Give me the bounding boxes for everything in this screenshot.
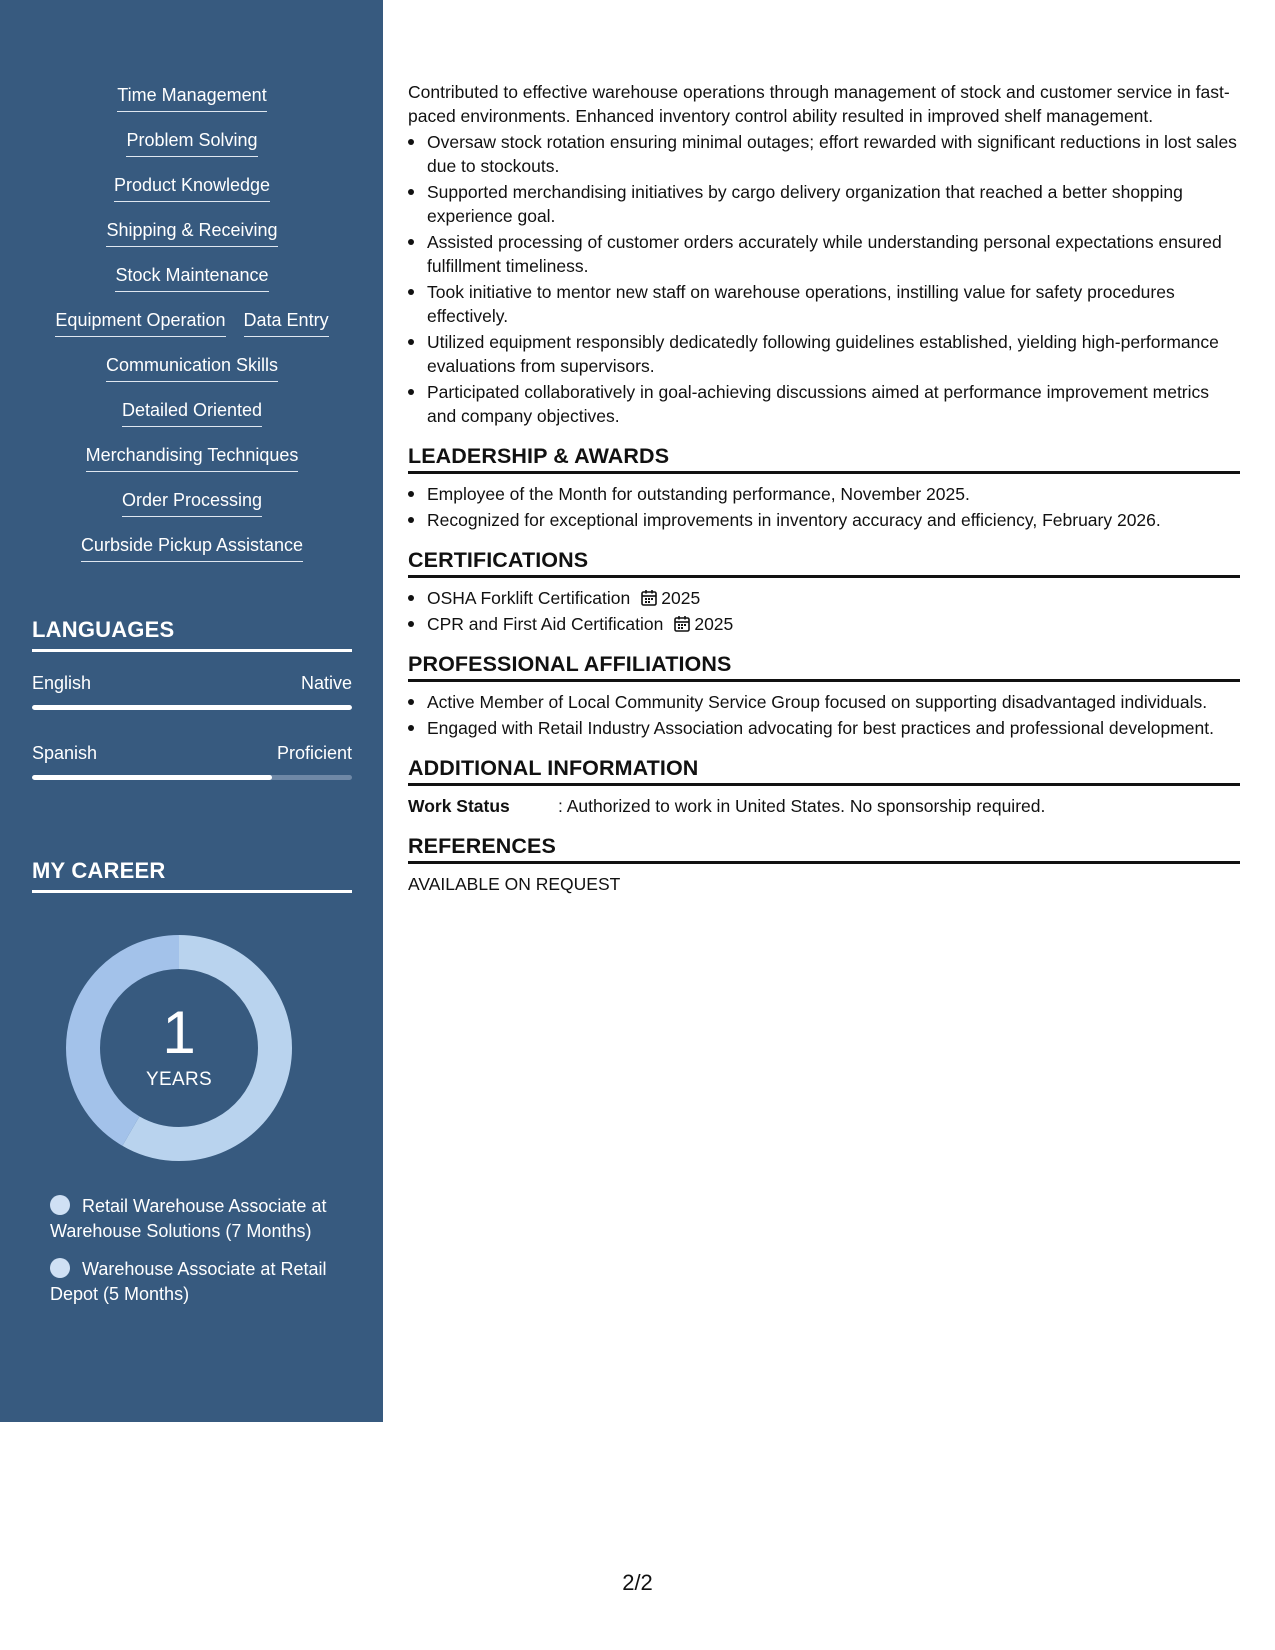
references-heading: REFERENCES [408,834,1240,864]
skill-tag: Equipment Operation [55,309,225,337]
work-status-row [408,794,1240,818]
language-bar-fill [32,705,352,710]
experience-bullets [408,130,1240,428]
certification-item [408,586,1240,610]
skill-tag: Problem Solving [126,129,257,157]
skill-tag: Data Entry [244,309,329,337]
language-bar [32,775,352,780]
career-total-years: 1 [162,999,196,1066]
list-item: Engaged with Retail Industry Association advocating for best practices and professional development. [408,716,1240,740]
skill-tag: Time Management [117,84,266,112]
work-status-label: Work Status [408,796,510,816]
certification-year: 2025 [661,588,701,608]
additional-info-heading: ADDITIONAL INFORMATION [408,756,1240,786]
skills-list [32,84,352,579]
affiliations-list [408,690,1240,740]
career-item-text: Warehouse Associate at Retail Depot (5 Months) [50,1259,327,1304]
calendar-icon [640,589,658,607]
certification-name: CPR and First Aid Certification [427,614,664,634]
language-english [32,673,352,710]
language-level: Proficient [276,743,352,763]
list-item: Supported merchandising initiatives by cargo delivery organization that reached a better shopping experience goal. [408,180,1240,228]
list-item: Participated collaboratively in goal-achieving discussions aimed at performance improvement metrics and company objectives. [408,380,1240,428]
leadership-list [408,482,1240,532]
skill-tag: Order Processing [122,489,262,517]
language-level: Native [300,673,352,693]
language-bar [32,705,352,710]
certifications-heading: CERTIFICATIONS [408,548,1240,578]
language-name: English [32,673,92,693]
skill-tag: Merchandising Techniques [86,444,299,472]
language-spanish [32,743,352,780]
references-text: AVAILABLE ON REQUEST [408,874,621,894]
skill-row [32,309,352,354]
skill-row [32,444,352,489]
career-total-unit: YEARS [146,1069,212,1090]
career-item-text: Retail Warehouse Associate at Warehouse Solutions (7 Months) [50,1196,327,1241]
page-number: 2/2 [622,1570,653,1595]
languages-heading: LANGUAGES [32,617,352,652]
skill-row [32,84,352,129]
skill-tag: Stock Maintenance [115,264,268,292]
affiliations-heading: PROFESSIONAL AFFILIATIONS [408,652,1240,682]
certification-year: 2025 [694,614,734,634]
list-item: Active Member of Local Community Service Group focused on supporting disadvantaged individuals. [408,690,1240,714]
list-item: Recognized for exceptional improvements in inventory accuracy and efficiency, February 2026. [408,508,1240,532]
skill-tag: Communication Skills [106,354,278,382]
skill-row [32,174,352,219]
career-dot-icon [50,1195,70,1215]
experience-summary: Contributed to effective warehouse operations through management of stock and customer service in fast-paced environments. Enhanced inventory control ability resulted in improved shelf management. [408,82,1230,126]
list-item: Took initiative to mentor new staff on warehouse operations, instilling value for safety procedures effectively. [408,280,1240,328]
skill-row [32,264,352,309]
skill-tag: Product Knowledge [114,174,270,202]
career-dot-icon [50,1258,70,1278]
list-item: Oversaw stock rotation ensuring minimal outages; effort rewarded with significant reductions in lost sales due to stockouts. [408,130,1240,178]
skill-tag: Detailed Oriented [122,399,262,427]
list-item: Assisted processing of customer orders accurately while understanding personal expectations ensured fulfillment timeliness. [408,230,1240,278]
certifications-list [408,586,1240,636]
career-list [50,1194,340,1320]
calendar-icon [673,615,691,633]
skill-row [32,354,352,399]
main-content [408,80,1240,896]
skill-tag: Shipping & Receiving [106,219,277,247]
list-item: Employee of the Month for outstanding performance, November 2025. [408,482,1240,506]
career-heading: MY CAREER [32,858,352,893]
career-item [50,1257,340,1307]
skill-row [32,489,352,534]
skill-row [32,219,352,264]
list-item: Utilized equipment responsibly dedicatedly following guidelines established, yielding high-performance evaluations from supervisors. [408,330,1240,378]
certification-item [408,612,1240,636]
leadership-heading: LEADERSHIP & AWARDS [408,444,1240,474]
skill-tag: Curbside Pickup Assistance [81,534,303,562]
sidebar [0,0,383,1422]
language-bar-fill [32,775,272,780]
skill-row [32,399,352,444]
skill-row [32,534,352,579]
career-item [50,1194,340,1244]
certification-name: OSHA Forklift Certification [427,588,631,608]
skill-row [32,129,352,174]
language-name: Spanish [32,743,98,763]
work-status-value: : Authorized to work in United States. No sponsorship required. [558,796,1046,816]
